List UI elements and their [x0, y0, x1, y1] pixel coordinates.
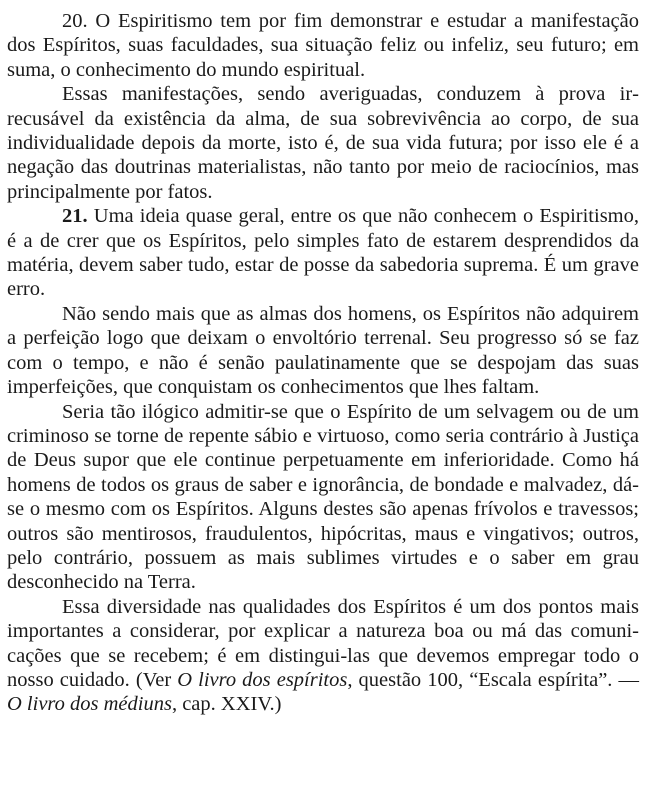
paragraph-21 — [7, 204, 639, 302]
paragraph-diversity — [7, 595, 639, 717]
paragraph-text: Essa diversidade nas qualidades dos Espíritos é um dos pontos mais importantes a considerar, por explicar a natureza boa ou má das comunicações que se recebem; é em distingui-las que devemos empregar todo o nosso cuidado. (Ver — [7, 595, 639, 691]
paragraph-text: O Espiritismo tem por fim demonstrar e estudar a manifestação dos Espíritos, suas faculdades, sua situação feliz ou infeliz, seu futuro; em suma, o conhecimento do mundo espiritual. — [7, 10, 640, 81]
paragraph-illogical — [7, 400, 639, 595]
paragraph-text: Seria tão ilógico admitir-se que o Espírito de um selvagem ou de um criminoso se torne de repente sábio e virtuoso, como seria contrário à Justiça de Deus supor que ele continue perpetuamente em inferioridade. Como há homens de todos os graus de saber e ignorância, de bondade e malvadez, dá-se o mesmo com os Espíritos. Alguns destes são apenas frívolos e travessos; outros são mentirosos, fraudulentos, hipócritas, maus e vingativos; outros, pelo contrário, possuem as mais sublimes virtudes e o saber em grau desconhecido na Terra. — [7, 400, 639, 594]
book-title-mediums: O livro dos médiuns — [7, 693, 172, 716]
paragraph-souls-of-men — [7, 302, 639, 400]
paragraph-text: Uma ideia quase geral, entre os que não conhecem o Espiritismo, é a de crer que os Espíritos, pelo simples fato de estarem desprendidos da matéria, devem saber tudo, estar de posse da sabedoria suprema. É um grave erro. — [7, 205, 639, 301]
paragraph-text: Essas manifestações, sendo averiguadas, conduzem à prova irrecusável da existência da alma, de sua sobrevivência ao corpo, de sua individualidade depois da morte, isto é, de sua vida futura; por isso ele é a negação das doutrinas materialistas, não tanto por meio de raciocínios, mas principalmente por fatos. — [7, 83, 639, 203]
paragraph-text: Não sendo mais que as almas dos homens, os Espíritos não adquirem a perfeição logo que deixam o envoltório terrenal. Seu progresso só se faz com o tempo, e não é senão paulatinamente que se despojam das suas imperfeições, que conquistam os conhecimentos que lhes faltam. — [7, 302, 639, 399]
paragraph-20 — [7, 9, 639, 82]
paragraph-manifestations — [7, 82, 639, 204]
reference-text: , questão 100, “Escala espírita”. — — [347, 668, 640, 691]
reference-text: , cap. XXIV.) — [171, 693, 282, 716]
item-number: 21. — [62, 205, 88, 228]
book-title-spirits: O livro dos espíritos — [177, 668, 348, 691]
item-number: 20. — [62, 10, 88, 32]
